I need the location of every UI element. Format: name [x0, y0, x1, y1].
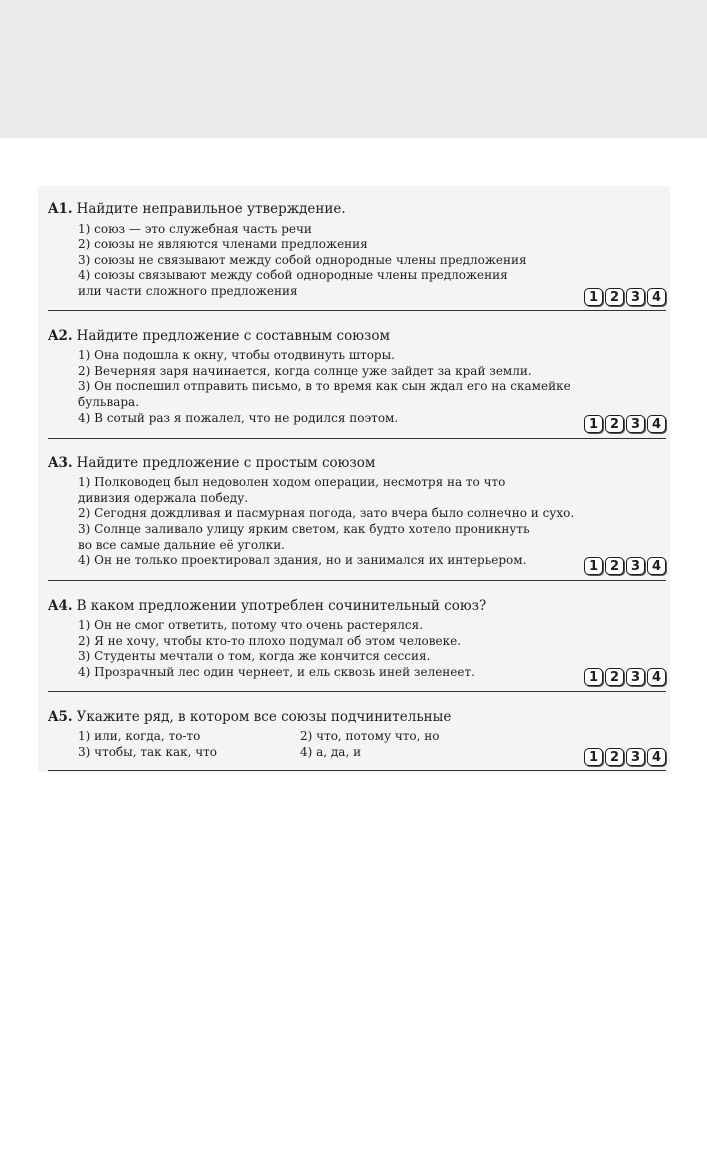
option-line: 1) или, когда, то-то [78, 729, 201, 743]
answer-box-2: 2 [605, 748, 624, 766]
answer-box-3: 3 [626, 668, 645, 686]
question-a4 [48, 597, 668, 693]
answer-box-4: 4 [647, 557, 666, 575]
option-line: 1) Она подошла к окну, чтобы отодвинуть шторы. [78, 348, 395, 362]
question-a1 [48, 200, 668, 312]
answer-box-4: 4 [647, 288, 666, 306]
option-line: 2) Я не хочу, чтобы кто-то плохо подумал об этом человеке. [78, 634, 462, 648]
answer-boxes [584, 668, 666, 686]
option-line: 3) союзы не связывают между собой однородные члены предложения [78, 253, 527, 267]
option-line: 4) В сотый раз я пожалел, что не родился поэтом. [78, 411, 399, 425]
option-line: во все самые дальние её уголки. [78, 538, 285, 552]
option-line: 4) союзы связывают между собой однородные члены предложения [78, 268, 508, 282]
question-header [48, 327, 390, 345]
option-line: бульвара. [78, 395, 140, 409]
answer-box-1: 1 [584, 668, 603, 686]
option-line: 2) Сегодня дождливая и пасмурная погода, зато вчера было солнечно и сухо. [78, 506, 575, 520]
answer-box-4: 4 [647, 748, 666, 766]
option-line: 1) союз — это служебная часть речи [78, 222, 312, 236]
divider-line [48, 438, 666, 439]
divider-line [48, 310, 666, 311]
divider-line [48, 770, 666, 771]
option-line: 3) Он поспешил отправить письмо, в то время как сын ждал его на скамейке [78, 379, 571, 393]
question-number: A1. [48, 201, 73, 217]
option-line: 4) Он не только проектировал здания, но и занимался их интерьером. [78, 553, 527, 567]
answer-box-2: 2 [605, 288, 624, 306]
question-header [48, 597, 486, 615]
option-line: дивизия одержала победу. [78, 491, 249, 505]
question-number: A4. [48, 598, 73, 614]
question-a3 [48, 454, 668, 582]
answer-box-2: 2 [605, 415, 624, 433]
option-line: 2) Вечерняя заря начинается, когда солнце уже зайдет за край земли. [78, 364, 532, 378]
answer-box-3: 3 [626, 748, 645, 766]
question-header [48, 200, 346, 218]
answer-boxes [584, 748, 666, 766]
answer-box-4: 4 [647, 415, 666, 433]
question-number: A2. [48, 328, 73, 344]
question-number: A5. [48, 709, 73, 725]
question-prompt: Найдите предложение с простым союзом [76, 455, 376, 471]
answer-box-3: 3 [626, 557, 645, 575]
answer-boxes [584, 288, 666, 306]
answer-box-3: 3 [626, 415, 645, 433]
option-line: 4) Прозрачный лес один чернеет, и ель сквозь иней зеленеет. [78, 665, 475, 679]
answer-box-2: 2 [605, 668, 624, 686]
question-a5 [48, 708, 668, 774]
answer-box-3: 3 [626, 288, 645, 306]
top-gray-band [0, 0, 707, 138]
answer-box-1: 1 [584, 748, 603, 766]
option-line: 3) Солнце заливало улицу ярким светом, как будто хотело проникнуть [78, 522, 530, 536]
question-prompt: В каком предложении употреблен сочинительный союз? [76, 598, 487, 614]
answer-boxes [584, 557, 666, 575]
question-a2 [48, 327, 668, 439]
question-prompt: Укажите ряд, в котором все союзы подчинительные [76, 709, 452, 725]
option-line: 1) Он не смог ответить, потому что очень растерялся. [78, 618, 424, 632]
answer-box-1: 1 [584, 415, 603, 433]
option-line: 1) Полководец был недоволен ходом операции, несмотря на то что [78, 475, 506, 489]
answer-box-4: 4 [647, 668, 666, 686]
answer-box-2: 2 [605, 557, 624, 575]
option-line: 3) Студенты мечтали о том, когда же кончится сессия. [78, 649, 431, 663]
option-line: 4) а, да, и [300, 745, 362, 759]
question-header [48, 454, 375, 472]
divider-line [48, 580, 666, 581]
option-line: 3) чтобы, так как, что [78, 745, 218, 759]
answer-box-1: 1 [584, 557, 603, 575]
question-number: A3. [48, 455, 73, 471]
option-line: 2) союзы не являются членами предложения [78, 237, 368, 251]
option-line: или части сложного предложения [78, 284, 298, 298]
question-header [48, 708, 451, 726]
option-line: 2) что, потому что, но [300, 729, 440, 743]
question-prompt: Найдите неправильное утверждение. [76, 201, 346, 217]
answer-boxes [584, 415, 666, 433]
answer-box-1: 1 [584, 288, 603, 306]
question-prompt: Найдите предложение с составным союзом [76, 328, 390, 344]
divider-line [48, 691, 666, 692]
